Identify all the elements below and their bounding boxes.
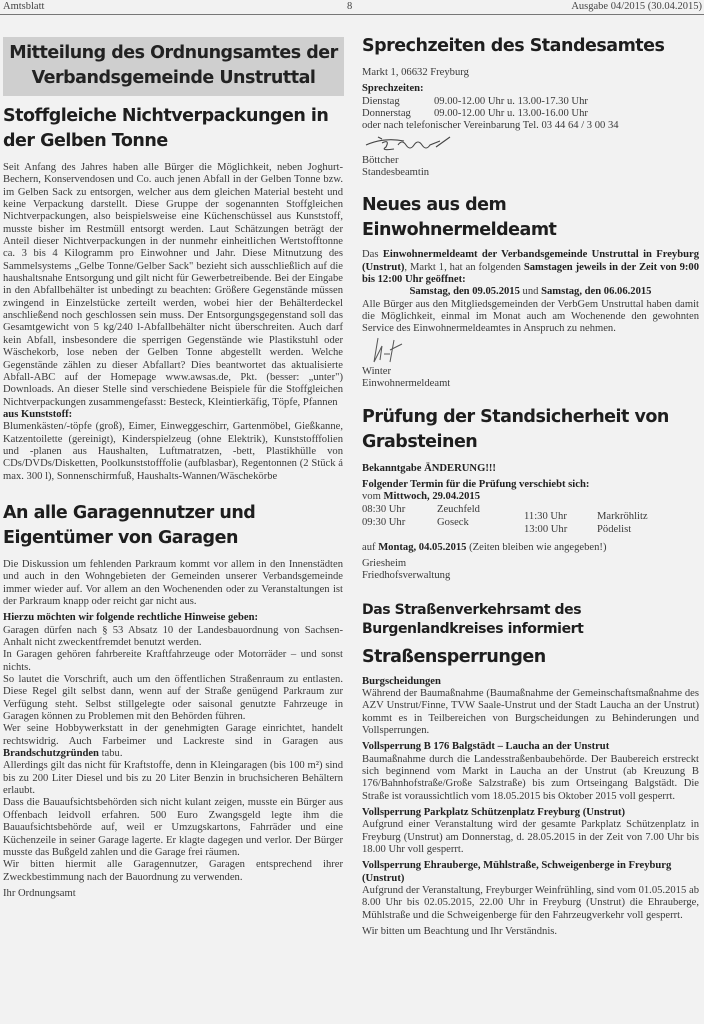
date-2: Samstag, den 06.06.2015: [541, 286, 652, 298]
hours-day: Dienstag: [362, 95, 400, 107]
schedule-time: 11:30 Uhr: [524, 510, 567, 522]
text: Das: [362, 249, 383, 261]
hours-day: Donnerstag: [362, 108, 411, 120]
section-banner: [3, 37, 344, 96]
text: Wer seine Hobbywerkstatt in der genehmigten Garage einrichtet, handelt rechtswidrig. Auch Farbeimer und Lackreste sind in Garagen aus: [3, 723, 343, 747]
garage-para-3: So lautet die Vorschrift, auch um den öffentlichen Straßenraum zu entlasten. Diese Regel gilt selbst dann, wenn auf der Straße genügend Parkraum zur Verfügung steht. Selbst stillgelegte oder saisonal genutzte Fahrzeuge in Garagen können zu Problemen mit den Behörden führen.: [3, 674, 343, 723]
banner-line-1: Mitteilung des Ordnungsamtes der: [9, 43, 338, 63]
article-title-waste: Stoffgleiche Nichtverpackungen in der Gelben Tonne: [3, 106, 329, 151]
garage-para-4: [3, 723, 343, 760]
garage-para-5: Allerdings gilt das nicht für Kraftstoffe, denn in Kleingaragen (bis 100 m²) sind bis zu 200 Liter Diesel und bis zu 20 Liter Benzin in bruchsicheren Behältern erlaubt.: [3, 760, 343, 797]
einwohnermeldeamt-intro: [362, 249, 699, 286]
original-date: [362, 491, 699, 503]
schedule-place: Pödelist: [597, 523, 632, 535]
garage-para-2: In Garagen gehören fahrbereite Kraftfahrzeuge oder Motorräder – und sonst nichts.: [3, 649, 343, 673]
reschedule-subheading: Folgender Termin für die Prüfung verschiebt sich:: [362, 478, 590, 490]
closure-heading: Vollsperrung B 176 Balgstädt – Laucha an der Unstrut: [362, 741, 610, 753]
handwritten-signature-icon: [364, 336, 424, 366]
standesamt-title: Sprechzeiten des Standesamtes: [362, 36, 665, 56]
schedule-place: Zeuchfeld: [437, 503, 480, 515]
banner-line-2: Verbandsgemeinde Unstruttal: [31, 68, 316, 88]
text: auf: [362, 541, 379, 553]
subheading-plastic: aus Kunststoff:: [3, 408, 73, 420]
closure-item: [362, 807, 699, 856]
garage-legal-subheading: Hierzu möchten wir folgende rechtliche Hinweise geben:: [3, 612, 258, 624]
closure-text: Während der Baumaßnahme (Baumaßnahme der Gemeinschaftsmaßnahme des AZV Unstrut/Finne, TVW Saale-Unstrut und der Stadt Laucha an der Unstrut) kommt es in Teilbereichen von Burgscheidungen zu Behinderungen und Vollsperrungen.: [362, 687, 699, 736]
hours-row: [362, 96, 699, 108]
page-number: 8: [347, 1, 353, 12]
new-date: [362, 542, 699, 554]
closure-item: [362, 860, 699, 922]
closing-note: Wir bitten um Beachtung und Ihr Verständnis.: [362, 926, 558, 938]
closure-text: Aufgrund einer Veranstaltung wird der gesamte Parkplatz Schützenplatz in Freyburg (Unstrut) am Donnerstag, d. 28.05.2015 in der Zeit von 7.00 Uhr bis 18.00 Uhr voll gesperrt.: [362, 819, 699, 856]
hours-time: 09.00-12.00 Uhr u. 13.00-16.00 Uhr: [434, 108, 588, 120]
signer-name: Winter: [362, 365, 391, 377]
schedule-time: 09:30 Uhr: [362, 516, 406, 528]
left-column: [3, 28, 343, 900]
phone-note: oder nach telefonischer Vereinbarung Tel. 03 44 64 / 3 00 34: [362, 120, 619, 132]
signature-boettcher: [362, 133, 699, 155]
signer-role: Einwohnermeldeamt: [362, 378, 451, 390]
saturday-dates: [362, 286, 699, 298]
issue-info: Ausgabe 04/2015 (30.04.2015): [571, 1, 702, 12]
strassen-kicker: Das Straßenverkehrsamt des Burgenlandkreises informiert: [362, 601, 584, 637]
signer-name: Griesheim: [362, 557, 407, 569]
schedule-time: 13:00 Uhr: [524, 523, 568, 535]
hours-label: Sprechzeiten:: [362, 83, 424, 95]
handwritten-signature-icon: [364, 133, 474, 155]
emphasis-fire-safety: Brandschutzgründen: [3, 748, 99, 760]
closure-item: [362, 676, 699, 738]
schedule-place: Goseck: [437, 516, 469, 528]
date-1: Samstag, den 09.05.2015: [409, 286, 520, 298]
text: tabu.: [98, 748, 123, 760]
einwohnermeldeamt-body: Alle Bürger aus den Mitgliedsgemeinden der VerbGem Unstruttal haben damit die Möglichkeit, einmal im Monat auch am Wochenende den gewohnten Service des Einwohnermeldeamtes in Anspruch zu nehmen.: [362, 298, 699, 335]
closure-text: Aufgrund der Veranstaltung, Freyburger Weinfrühling, sind vom 01.05.2015 ab 8.00 Uhr bis 02.05.2015, 22.00 Uhr in Freyburg (Unstrut) die Ehrauberge, Mühlstraße und die Schweigenberge für den Fahrzeugverkehr voll gesperrt.: [362, 885, 699, 921]
closure-item: [362, 741, 699, 803]
garage-para-1: Garagen dürfen nach § 53 Absatz 10 der Landesbauordnung von Sachsen-Anhalt nicht zweckentfremdet benutzt werden.: [3, 624, 343, 648]
strassen-title: Straßensperrungen: [362, 646, 546, 667]
text: und: [519, 286, 542, 298]
closure-heading: Burgscheidungen: [362, 675, 441, 687]
page-header: [0, 0, 704, 15]
einwohnermeldeamt-title: Neues aus dem Einwohnermeldeamt: [362, 195, 557, 241]
change-notice: Bekanntgabe ÄNDERUNG!!!: [362, 462, 496, 474]
article-body-waste: Seit Anfang des Jahres haben alle Bürger die Möglichkeit, neben Joghurt-Bechern, Konservendosen und Co. auch jenen Abfall in der Gelben Tonne bzw. im Gelben Sack zu entsorgen, welcher aus dem gleichen Material besteht und keine Verpackung darstellt. Diese Gruppe der sogenannten Stoffgleichen Nichtverpackungen, also beispielsweise eine Küchenschüssel aus Kunststoff, musste bisher im Restmüll entsorgt werden. Laut Schätzungen beträgt der Anteil dieser Nichtverpackungen in der nunmehr einheitlichen Wertstofftonne ca. 3 bis 4 Kilogramm pro Einwohner und Jahr. Diese Mitnutzung des Sammelsystems „Gelbe Tonne/Gelber Sack" bezieht sich ausschließlich auf die haushaltsnahe Entsorgung und gilt nicht für Gewerbetreibende. Bei der Eingabe in den Abfallbehälter ist unbedingt zu beachten: Größere Gegenstände müssen zwingend in Einzelstücke zerteilt werden, wobei hier der Behälterdeckel anschließend noch geschlossen sein muss. Der Entsorgungsgegenstand soll das Gesamtgewicht von 5 kg/240 l-Abfallbehälter nicht überschreiten. Auch darf kein Abfall, insbesondere die sperrigen Gegenstände wie Plastikstuhl oder Wäschekorb, lose neben der Gelben Tonne abgestellt werden. Welche Gegenstände zählen zu dieser Abfallart? Dies beantwortet das aktualisierte Abfall-ABC auf der Homepage www.awsas.de, Pkt. (besser: „unter") Downloads. An dieser Stelle sind verschiedene Beispiele für die Stoffgleichen Nichtverpackungen zusammengefasst: Besteck, Kleintierkäfig, Töpfe, Pfannen: [3, 162, 343, 408]
plastic-items-list: Blumenkästen/-töpfe (groß), Eimer, Einweggeschirr, Gartenmöbel, Gießkanne, Katzentoilette (gereinigt), Kinderspielzeug (ohne Elektrik), Kunststofffolien und -planen aus Haushalten, Luftmatratzen, -bett, Plastikhülle von CDs/DVDs/Disketten, Poolkunststofffolie (aufblasbar), Regentonnen (2 Stück á max. 300 l), Sonnenschirmfuß, Haushalts-Wannen/Wäschekörbe: [3, 421, 343, 482]
hours-row: [362, 108, 699, 120]
text: , Markt 1, hat an folgenden: [404, 261, 524, 273]
publication-name: Amtsblatt: [3, 1, 45, 12]
opening-hours: Samstagen jeweils in der Zeit von 9:00 bis 12:00 Uhr geöffnet:: [362, 261, 699, 286]
signer-role: Standesbeamtin: [362, 167, 430, 179]
inspection-schedule: [362, 504, 699, 542]
garage-para-6: Dass die Bauaufsichtsbehörden sich nicht kulant zeigen, musste ein Bürger aus Offenbach leidvoll erfahren. 500 Euro Zwangsgeld legte ihm die Bauaufsichtsbehörde auf, weil er Umzugskartons, Fahrräder und eine Küchenzeile in seiner Garage lagerte. Er klagte dagegen und verlor. Der Bürger musste das Bußgeld zahlen und die Garage frei räumen.: [3, 797, 343, 858]
right-column: [362, 28, 699, 938]
office-name: Einwohnermeldeamt der Verbandsgemeinde Unstruttal in Freyburg (Unstrut): [362, 249, 700, 273]
schedule-place: Markröhlitz: [597, 510, 648, 522]
text: vom: [362, 491, 384, 503]
schedule-time: 08:30 Uhr: [362, 503, 406, 515]
garage-signature: Ihr Ordnungsamt: [3, 887, 76, 899]
garage-para-7: Wir bitten hiermit alle Garagennutzer, Garagen entsprechend ihrer Zweckbestimmung nach der Bauordnung zu verwenden.: [3, 859, 343, 883]
to-date: Montag, 04.05.2015: [378, 541, 467, 553]
article-title-garages: An alle Garagennutzer und Eigentümer von Garagen: [3, 502, 256, 548]
standesamt-address: Markt 1, 06632 Freyburg: [362, 67, 469, 78]
garage-intro: Die Diskussion um fehlenden Parkraum kommt vor allem in den Innenstädten und auch in den Wohngebieten der Gemeinden unserer Verbandsgemeinde immer wieder auf. Vor allem an den Wochenenden oder zu Veranstaltungen ist der Parkraum knapp oder reicht gar nicht aus.: [3, 558, 343, 607]
from-date: Mittwoch, 29.04.2015: [383, 491, 480, 503]
signature-winter: [362, 336, 699, 366]
closure-heading: Vollsperrung Parkplatz Schützenplatz Freyburg (Unstrut): [362, 807, 626, 818]
grabsteine-title: Prüfung der Standsicherheit von Grabsteinen: [362, 406, 669, 452]
text: (Zeiten bleiben wie angegeben!): [466, 541, 607, 553]
closure-text: Baumaßnahme durch die Landesstraßenbaubehörde. Der Baubereich erstreckt sich beginnend vom Markt in Laucha an der Unstrut (ab Kreuzung B 176/Bahnhofstraße/Große Salzstraße) bis zum Ortseingang Balgstädt. Die Straße ist voraussichtlich vom 18.05.2015 bis Oktober 2015 voll gesperrt.: [362, 753, 699, 802]
signer-role: Friedhofsverwaltung: [362, 570, 451, 582]
signer-name: Böttcher: [362, 154, 399, 166]
closure-heading: Vollsperrung Ehrauberge, Mühlstraße, Schweigenberge in Freyburg (Unstrut): [362, 860, 672, 884]
hours-time: 09.00-12.00 Uhr u. 13.00-17.30 Uhr: [434, 95, 588, 107]
